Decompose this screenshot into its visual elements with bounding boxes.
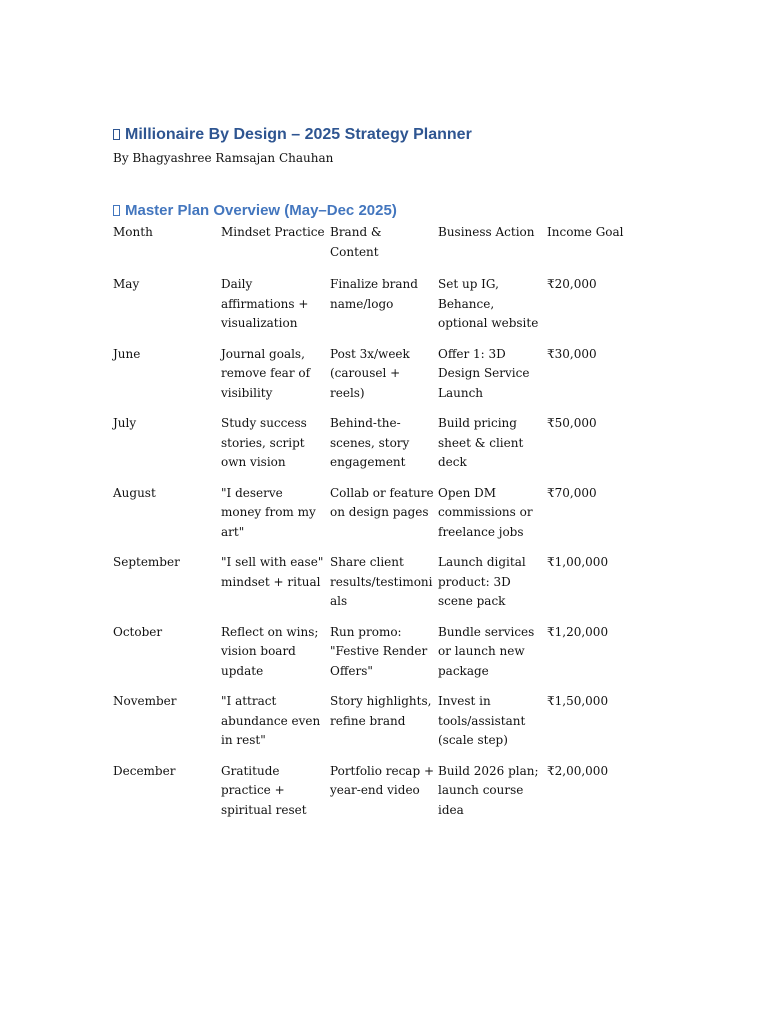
header-mindset-practice: Mindset Practice [221,225,325,239]
cell-month: November [113,694,177,708]
cell-business: Build pricing sheet & client deck [438,416,524,469]
cell-brand: Story highlights, refine brand [330,694,432,728]
document-title [113,125,472,145]
cell-business: Launch digital product: 3D scene pack [438,555,526,608]
cell-brand: Collab or feature on design pages [330,485,434,519]
table-header-row [113,223,633,275]
cell-mindset: "I sell with ease" mindset + ritual [221,555,324,589]
document-title-text: Millionaire By Design – 2025 Strategy Planner [125,126,472,143]
section-heading [113,201,397,220]
cell-month: May [113,277,140,291]
header-income-goal: Income Goal [547,225,624,239]
table-row [113,484,633,554]
cell-income: ₹2,00,000 [547,763,609,778]
cell-income: ₹30,000 [547,346,597,361]
cell-month: August [113,485,156,500]
cell-mindset: "I deserve money from my art" [221,485,316,539]
cell-income: ₹1,50,000 [547,694,609,708]
cell-brand: Run promo: "Festive Render Offers" [330,624,428,678]
header-brand-content: Brand & Content [330,225,382,259]
cell-month: June [113,346,141,361]
cell-brand: Share client results/testimonials [330,555,433,608]
cell-month: December [113,763,176,778]
cell-business: Build 2026 plan; launch course idea [438,763,539,817]
cell-mindset: Gratitude practice + spiritual reset [221,763,307,817]
master-plan-table [113,223,633,831]
cell-brand: Finalize brand name/logo [330,277,418,311]
cell-mindset: Daily affirmations + visualization [221,277,309,330]
cell-business: Set up IG, Behance, optional website [438,277,539,330]
cell-month: October [113,624,163,639]
table-row [113,553,633,623]
cell-business: Offer 1: 3D Design Service Launch [438,346,530,400]
cell-income: ₹70,000 [547,485,597,500]
cell-business: Invest in tools/assistant (scale step) [438,694,526,747]
cell-mindset: Reflect on wins; vision board update [221,624,319,678]
section-heading-text: Master Plan Overview (May–Dec 2025) [125,202,397,219]
table-row [113,762,633,832]
header-business-action: Business Action [438,225,535,239]
cell-mindset: Journal goals, remove fear of visibility [221,346,311,400]
cell-income: ₹50,000 [547,416,597,430]
cell-month: July [113,416,137,430]
table-row [113,275,633,345]
cell-income: ₹1,00,000 [547,555,609,569]
cell-brand: Post 3x/week (carousel + reels) [330,346,410,400]
cell-mindset: Study success stories, script own vision [221,416,307,469]
missing-glyph-icon [113,205,120,216]
cell-income: ₹1,20,000 [547,624,609,639]
table-row [113,414,633,484]
cell-brand: Behind-the-scenes, story engagement [330,416,410,469]
table-row [113,692,633,762]
author-byline: By Bhagyashree Ramsajan Chauhan [113,151,334,165]
header-month: Month [113,225,153,239]
cell-mindset: "I attract abundance even in rest" [221,694,321,747]
table-row [113,345,633,415]
cell-income: ₹20,000 [547,277,597,291]
table-row [113,623,633,693]
cell-business: Bundle services or launch new package [438,624,535,678]
missing-glyph-icon [113,129,120,140]
cell-month: September [113,555,180,569]
cell-business: Open DM commissions or freelance jobs [438,485,533,539]
cell-brand: Portfolio recap + year-end video [330,763,435,797]
